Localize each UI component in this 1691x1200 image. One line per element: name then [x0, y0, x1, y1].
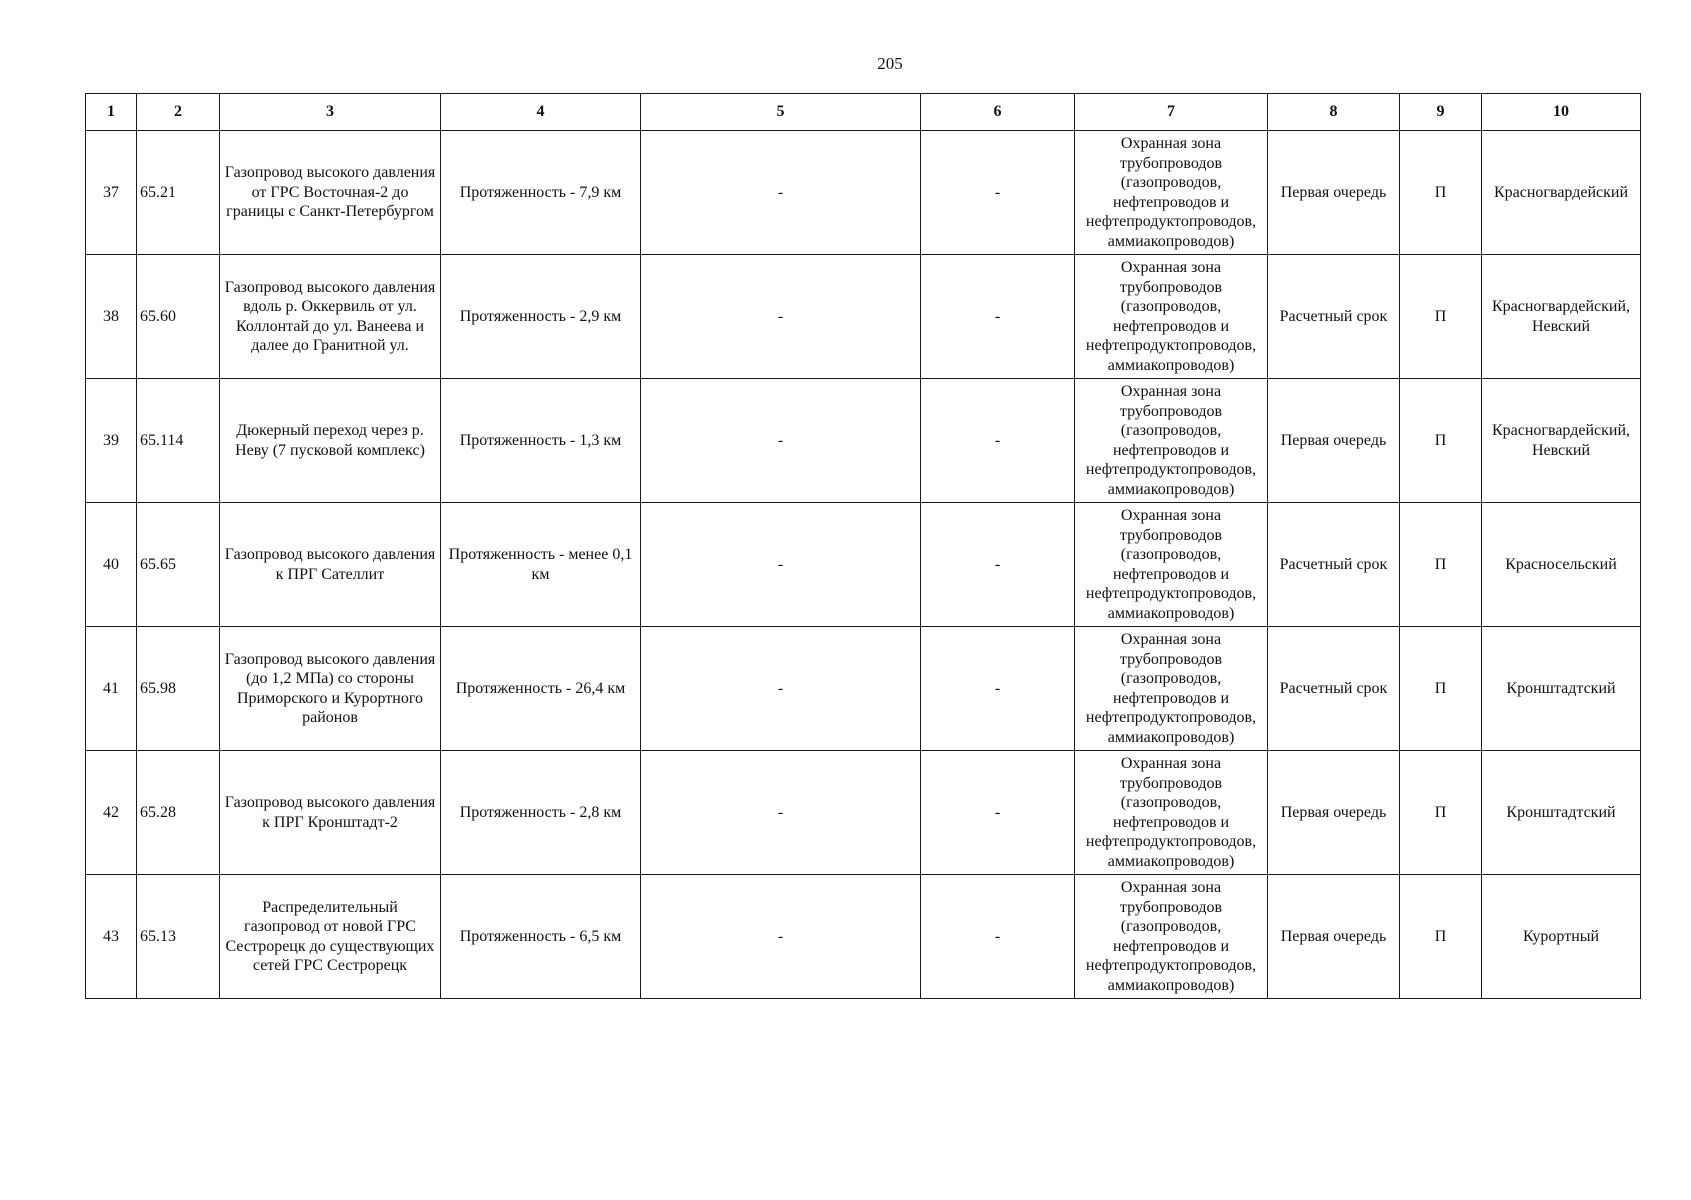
- objects-table: [85, 93, 1641, 999]
- table-row: [86, 751, 1641, 875]
- implementation-stage: Первая очередь: [1268, 751, 1400, 875]
- protection-zone: Охранная зона трубопроводов (газопроводов, нефтепроводов и нефтепродуктопроводов, аммиакопроводов): [1075, 751, 1268, 875]
- implementation-stage: Первая очередь: [1268, 131, 1400, 255]
- object-name: Газопровод высокого давления от ГРС Восточная-2 до границы с Санкт-Петербургом: [220, 131, 441, 255]
- object-length: Протяженность - 26,4 км: [441, 627, 641, 751]
- implementation-stage: Первая очередь: [1268, 875, 1400, 999]
- object-status: П: [1400, 875, 1482, 999]
- district: Красносельский: [1482, 503, 1641, 627]
- table-header-row: [86, 94, 1641, 131]
- protection-zone: Охранная зона трубопроводов (газопроводов, нефтепроводов и нефтепродуктопроводов, аммиакопроводов): [1075, 875, 1268, 999]
- row-number: 40: [86, 503, 137, 627]
- object-code: 65.114: [137, 379, 220, 503]
- object-name: Распределительный газопровод от новой ГРС Сестрорецк до существующих сетей ГРС Сестрорецк: [220, 875, 441, 999]
- implementation-stage: Расчетный срок: [1268, 503, 1400, 627]
- table-row: [86, 131, 1641, 255]
- district: Кронштадтский: [1482, 627, 1641, 751]
- column-header-6: 6: [921, 94, 1075, 131]
- row-number: 41: [86, 627, 137, 751]
- column-header-3: 3: [220, 94, 441, 131]
- object-name: Газопровод высокого давления к ПРГ Кронштадт-2: [220, 751, 441, 875]
- protection-zone: Охранная зона трубопроводов (газопроводов, нефтепроводов и нефтепродуктопроводов, аммиакопроводов): [1075, 131, 1268, 255]
- object-code: 65.60: [137, 255, 220, 379]
- implementation-stage: Первая очередь: [1268, 379, 1400, 503]
- column-header-8: 8: [1268, 94, 1400, 131]
- implementation-stage: Расчетный срок: [1268, 627, 1400, 751]
- table-row: [86, 503, 1641, 627]
- table-row: [86, 379, 1641, 503]
- column-6-value: -: [921, 379, 1075, 503]
- table-row: [86, 875, 1641, 999]
- column-5-value: -: [641, 875, 921, 999]
- protection-zone: Охранная зона трубопроводов (газопроводов, нефтепроводов и нефтепродуктопроводов, аммиакопроводов): [1075, 503, 1268, 627]
- column-header-1: 1: [86, 94, 137, 131]
- object-code: 65.65: [137, 503, 220, 627]
- object-length: Протяженность - менее 0,1 км: [441, 503, 641, 627]
- column-5-value: -: [641, 627, 921, 751]
- row-number: 39: [86, 379, 137, 503]
- row-number: 38: [86, 255, 137, 379]
- column-6-value: -: [921, 627, 1075, 751]
- protection-zone: Охранная зона трубопроводов (газопроводов, нефтепроводов и нефтепродуктопроводов, аммиакопроводов): [1075, 627, 1268, 751]
- district: Кронштадтский: [1482, 751, 1641, 875]
- row-number: 37: [86, 131, 137, 255]
- object-length: Протяженность - 7,9 км: [441, 131, 641, 255]
- object-code: 65.21: [137, 131, 220, 255]
- column-5-value: -: [641, 379, 921, 503]
- object-code: 65.13: [137, 875, 220, 999]
- column-header-7: 7: [1075, 94, 1268, 131]
- object-code: 65.28: [137, 751, 220, 875]
- row-number: 42: [86, 751, 137, 875]
- district: Красногвардейский, Невский: [1482, 379, 1641, 503]
- object-status: П: [1400, 503, 1482, 627]
- row-number: 43: [86, 875, 137, 999]
- protection-zone: Охранная зона трубопроводов (газопроводов, нефтепроводов и нефтепродуктопроводов, аммиакопроводов): [1075, 379, 1268, 503]
- object-name: Газопровод высокого давления (до 1,2 МПа) со стороны Приморского и Курортного районов: [220, 627, 441, 751]
- column-6-value: -: [921, 751, 1075, 875]
- object-length: Протяженность - 2,8 км: [441, 751, 641, 875]
- object-name: Газопровод высокого давления вдоль р. Оккервиль от ул. Коллонтай до ул. Ванеева и далее до Гранитной ул.: [220, 255, 441, 379]
- object-code: 65.98: [137, 627, 220, 751]
- object-status: П: [1400, 751, 1482, 875]
- column-6-value: -: [921, 503, 1075, 627]
- page-number: 205: [877, 54, 903, 73]
- object-status: П: [1400, 379, 1482, 503]
- column-header-10: 10: [1482, 94, 1641, 131]
- column-5-value: -: [641, 751, 921, 875]
- column-header-9: 9: [1400, 94, 1482, 131]
- column-6-value: -: [921, 875, 1075, 999]
- object-status: П: [1400, 255, 1482, 379]
- object-length: Протяженность - 6,5 км: [441, 875, 641, 999]
- column-5-value: -: [641, 503, 921, 627]
- district: Красногвардейский, Невский: [1482, 255, 1641, 379]
- column-header-2: 2: [137, 94, 220, 131]
- implementation-stage: Расчетный срок: [1268, 255, 1400, 379]
- protection-zone: Охранная зона трубопроводов (газопроводов, нефтепроводов и нефтепродуктопроводов, аммиакопроводов): [1075, 255, 1268, 379]
- table-row: [86, 255, 1641, 379]
- object-name: Газопровод высокого давления к ПРГ Сателлит: [220, 503, 441, 627]
- column-6-value: -: [921, 255, 1075, 379]
- district: Красногвардейский: [1482, 131, 1641, 255]
- object-length: Протяженность - 2,9 км: [441, 255, 641, 379]
- object-status: П: [1400, 627, 1482, 751]
- column-6-value: -: [921, 131, 1075, 255]
- table-row: [86, 627, 1641, 751]
- column-5-value: -: [641, 131, 921, 255]
- object-status: П: [1400, 131, 1482, 255]
- column-header-5: 5: [641, 94, 921, 131]
- object-length: Протяженность - 1,3 км: [441, 379, 641, 503]
- district: Курортный: [1482, 875, 1641, 999]
- column-header-4: 4: [441, 94, 641, 131]
- column-5-value: -: [641, 255, 921, 379]
- object-name: Дюкерный переход через р. Неву (7 пусковой комплекс): [220, 379, 441, 503]
